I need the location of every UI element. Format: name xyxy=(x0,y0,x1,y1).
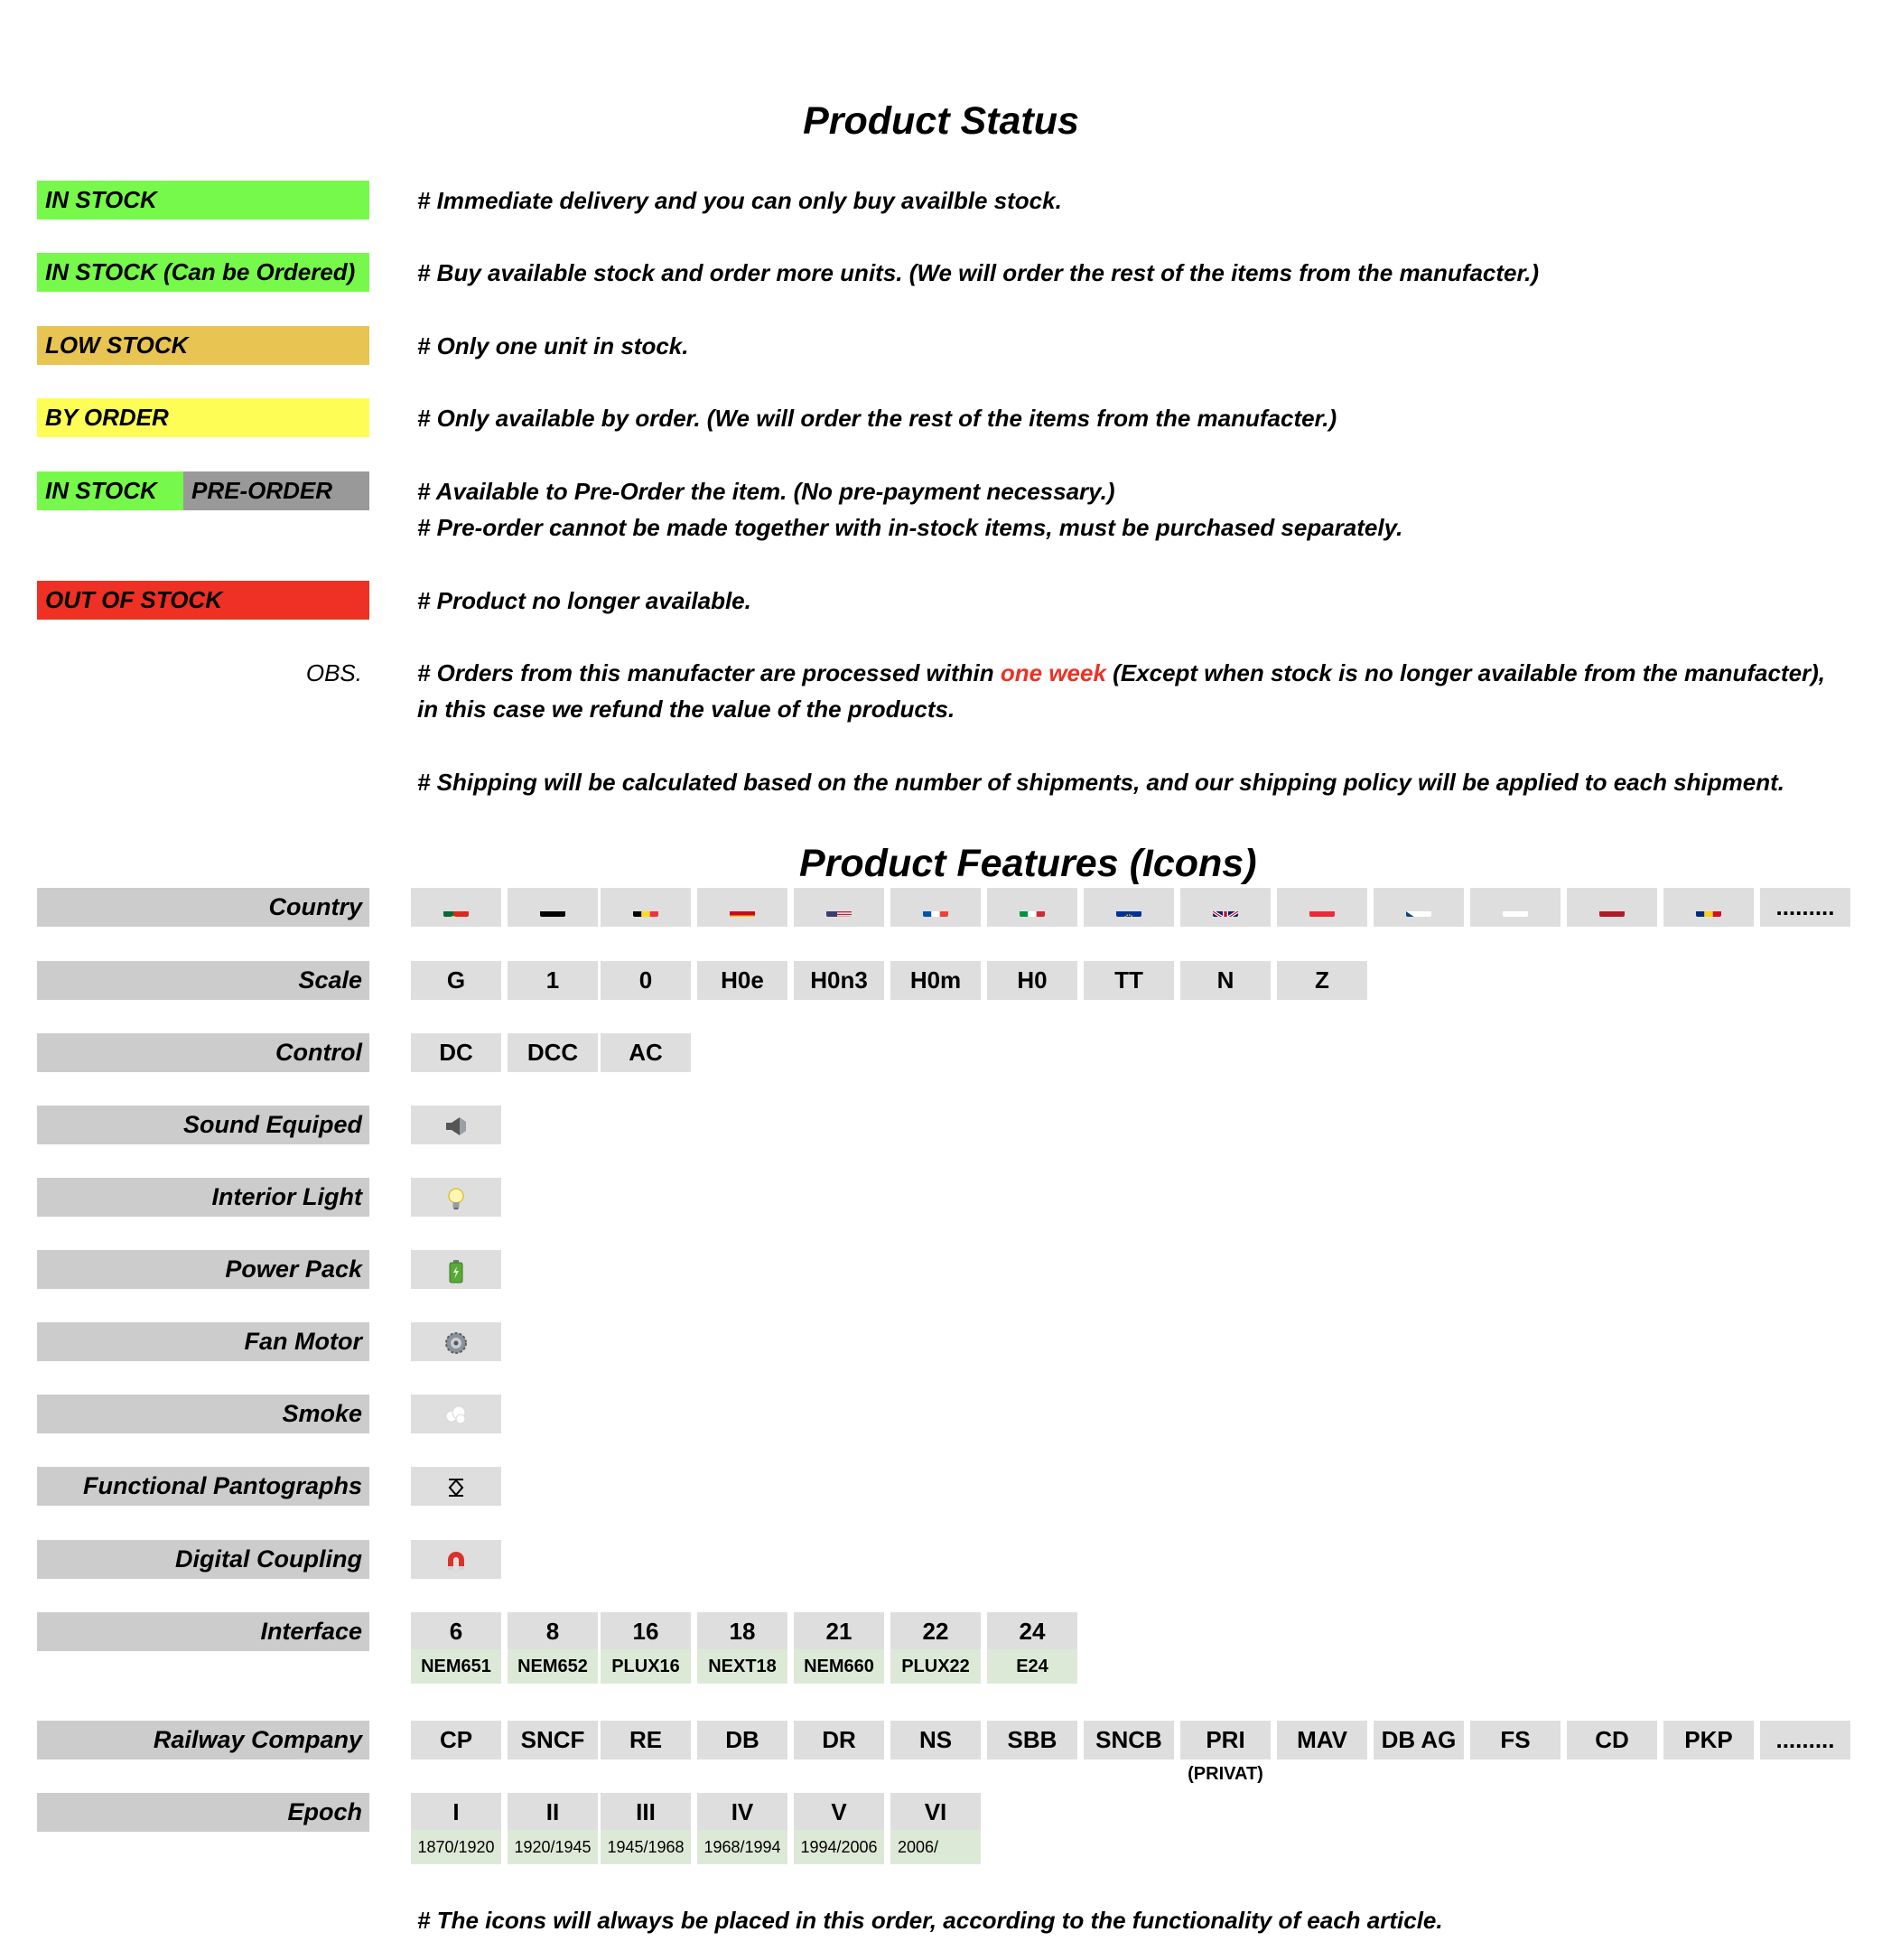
interior-light-cell xyxy=(411,1178,501,1217)
feature-label-power-pack: Power Pack xyxy=(37,1250,369,1289)
railway-cell: MAV xyxy=(1277,1721,1367,1759)
status-badge-pre-order: PRE-ORDER xyxy=(183,471,369,510)
obs-line-3: # Shipping will be calculated based on the number of shipments, and our shipping policy will be applied to each shipment. xyxy=(417,769,1784,796)
epoch-sub: 1920/1945 xyxy=(508,1830,598,1864)
epoch-sub: 2006/ xyxy=(890,1830,981,1864)
fan-motor-cell xyxy=(411,1322,501,1361)
status-badge-in-stock-orderable: IN STOCK (Can be Ordered) xyxy=(37,253,369,292)
epoch-cell: II xyxy=(508,1793,598,1832)
control-cell: DCC xyxy=(508,1033,598,1072)
magnet-icon xyxy=(443,1547,470,1574)
country-cell-portugal xyxy=(411,888,501,927)
interface-cell: 16 xyxy=(601,1612,691,1651)
country-cell-france xyxy=(890,888,981,927)
obs-line-1 xyxy=(417,655,1825,691)
epoch-cell: VI xyxy=(890,1793,981,1832)
epoch-sub: 1945/1968 xyxy=(601,1830,691,1864)
country-cell-belgium xyxy=(601,888,691,927)
country-cell-spain xyxy=(697,888,787,927)
status-desc-in-stock: # Immediate delivery and you can only buy availble stock. xyxy=(417,187,1062,214)
scale-cell: TT xyxy=(1084,961,1174,1000)
interface-cell: 6 xyxy=(411,1612,501,1651)
country-cell-netherlands xyxy=(1567,888,1657,927)
control-cell: DC xyxy=(411,1033,501,1072)
uk-flag-icon xyxy=(1213,901,1238,917)
obs-line-1-end: (Except when stock is no longer available from the manufacter), xyxy=(1105,659,1826,686)
interface-sub: E24 xyxy=(987,1649,1077,1684)
battery-icon xyxy=(443,1257,470,1284)
railway-cell: NS xyxy=(890,1721,981,1759)
product-status-title: Product Status xyxy=(803,99,1079,143)
country-cell-eu xyxy=(1084,888,1174,927)
features-footer-note: # The icons will always be placed in this order, according to the functionality of each article. xyxy=(417,1907,1443,1934)
belgium-flag-icon xyxy=(633,901,658,917)
status-desc-low-stock: # Only one unit in stock. xyxy=(417,332,689,359)
interface-cell: 21 xyxy=(794,1612,884,1651)
interface-sub: PLUX16 xyxy=(601,1649,691,1684)
country-cell-austria xyxy=(1277,888,1367,927)
feature-label-smoke: Smoke xyxy=(37,1395,369,1433)
status-badge-pre-order-in-stock: IN STOCK xyxy=(37,471,183,510)
germany-flag-icon xyxy=(540,901,565,917)
scale-cell: H0e xyxy=(697,961,787,1000)
usa-flag-icon xyxy=(826,901,852,917)
scale-cell: 1 xyxy=(508,961,598,1000)
product-features-title: Product Features (Icons) xyxy=(799,842,1257,885)
feature-label-sound: Sound Equiped xyxy=(37,1106,369,1144)
obs-line-2: in this case we refund the value of the products. xyxy=(417,695,955,723)
interface-cell: 22 xyxy=(890,1612,981,1651)
scale-cell: H0n3 xyxy=(794,961,884,1000)
railway-cell: RE xyxy=(601,1721,691,1759)
feature-label-epoch: Epoch xyxy=(37,1793,369,1832)
status-badge-low-stock: LOW STOCK xyxy=(37,326,369,365)
status-desc-pre-order-2: # Pre-order cannot be made together with in-stock items, must be purchased separately. xyxy=(417,514,1403,541)
railway-cell: DB xyxy=(697,1721,787,1759)
feature-label-interface: Interface xyxy=(37,1612,369,1651)
status-desc-by-order: # Only available by order. (We will order the rest of the items from the manufacter.) xyxy=(417,405,1337,432)
interface-cell: 8 xyxy=(508,1612,598,1651)
interface-sub: NEM660 xyxy=(794,1649,884,1684)
obs-highlight-one-week: one week xyxy=(1000,659,1106,686)
scale-cell: H0 xyxy=(987,961,1077,1000)
status-desc-in-stock-orderable: # Buy available stock and order more units. (We will order the rest of the items from the manufacter.) xyxy=(417,259,1540,286)
railway-cell: DR xyxy=(794,1721,884,1759)
digital-coupling-cell xyxy=(411,1540,501,1579)
country-cell-romania xyxy=(1663,888,1754,927)
interface-sub: PLUX22 xyxy=(890,1649,981,1684)
railway-pri-sub: (PRIVAT) xyxy=(1188,1764,1263,1784)
interface-sub: NEM652 xyxy=(508,1649,598,1684)
epoch-sub: 1994/2006 xyxy=(794,1830,884,1864)
obs-line-1-start: # Orders from this manufacter are processed within xyxy=(417,659,1001,686)
fan-gear-icon xyxy=(443,1330,470,1357)
portugal-flag-icon xyxy=(443,901,469,917)
smoke-cell xyxy=(411,1395,501,1433)
railway-cell: ......... xyxy=(1760,1721,1850,1759)
status-badge-in-stock: IN STOCK xyxy=(37,181,369,219)
scale-cell: N xyxy=(1180,961,1271,1000)
country-cell-uk xyxy=(1180,888,1271,927)
status-desc-pre-order-1: # Available to Pre-Order the item. (No pre-payment necessary.) xyxy=(417,478,1115,505)
country-cell-italy xyxy=(987,888,1077,927)
country-cell-more: ......... xyxy=(1760,888,1850,927)
interface-cell: 18 xyxy=(697,1612,787,1651)
country-cell-germany xyxy=(508,888,598,927)
railway-cell: PRI xyxy=(1180,1721,1271,1759)
feature-label-railway: Railway Company xyxy=(37,1721,369,1759)
feature-label-control: Control xyxy=(37,1033,369,1072)
speaker-icon xyxy=(443,1113,470,1140)
epoch-cell: V xyxy=(794,1793,884,1832)
status-desc-out-of-stock: # Product no longer available. xyxy=(417,587,751,614)
netherlands-flag-icon xyxy=(1599,901,1625,917)
feature-label-fan-motor: Fan Motor xyxy=(37,1322,369,1361)
pantographs-cell xyxy=(411,1467,501,1506)
sound-cell xyxy=(411,1106,501,1144)
interface-cell: 24 xyxy=(987,1612,1077,1651)
austria-flag-icon xyxy=(1309,901,1335,917)
romania-flag-icon xyxy=(1696,901,1721,917)
france-flag-icon xyxy=(923,901,948,917)
epoch-sub: 1968/1994 xyxy=(697,1830,787,1864)
railway-cell: FS xyxy=(1470,1721,1561,1759)
light-bulb-icon xyxy=(443,1185,470,1212)
railway-cell: DB AG xyxy=(1374,1721,1464,1759)
railway-cell: SNCF xyxy=(508,1721,598,1759)
country-cell-poland xyxy=(1470,888,1561,927)
country-cell-czech xyxy=(1374,888,1464,927)
italy-flag-icon xyxy=(1020,901,1045,917)
scale-cell: H0m xyxy=(890,961,981,1000)
scale-cell: Z xyxy=(1277,961,1367,1000)
control-cell: AC xyxy=(601,1033,691,1072)
railway-cell: CP xyxy=(411,1721,501,1759)
status-badge-out-of-stock: OUT OF STOCK xyxy=(37,581,369,620)
epoch-cell: IV xyxy=(697,1793,787,1832)
interface-sub: NEM651 xyxy=(411,1649,501,1684)
eu-flag-icon xyxy=(1116,901,1141,917)
feature-label-country: Country xyxy=(37,888,369,927)
spain-flag-icon xyxy=(730,901,755,917)
power-pack-cell xyxy=(411,1250,501,1289)
feature-label-scale: Scale xyxy=(37,961,369,1000)
feature-label-digital-coupling: Digital Coupling xyxy=(37,1540,369,1579)
feature-label-interior-light: Interior Light xyxy=(37,1178,369,1217)
scale-cell: 0 xyxy=(601,961,691,1000)
czech-flag-icon xyxy=(1406,901,1431,917)
scale-cell: G xyxy=(411,961,501,1000)
poland-flag-icon xyxy=(1503,901,1528,917)
epoch-sub: 1870/1920 xyxy=(411,1830,501,1864)
epoch-cell: I xyxy=(411,1793,501,1832)
status-badge-by-order: BY ORDER xyxy=(37,398,369,437)
feature-label-pantographs: Functional Pantographs xyxy=(37,1467,369,1506)
railway-cell: PKP xyxy=(1663,1721,1754,1759)
obs-label: OBS. xyxy=(305,659,362,686)
interface-sub: NEXT18 xyxy=(697,1649,787,1684)
country-cell-usa xyxy=(794,888,884,927)
railway-cell: SBB xyxy=(987,1721,1077,1759)
pantograph-icon xyxy=(443,1474,470,1501)
railway-cell: SNCB xyxy=(1084,1721,1174,1759)
smoke-cloud-icon xyxy=(443,1402,470,1429)
epoch-cell: III xyxy=(601,1793,691,1832)
railway-cell: CD xyxy=(1567,1721,1657,1759)
